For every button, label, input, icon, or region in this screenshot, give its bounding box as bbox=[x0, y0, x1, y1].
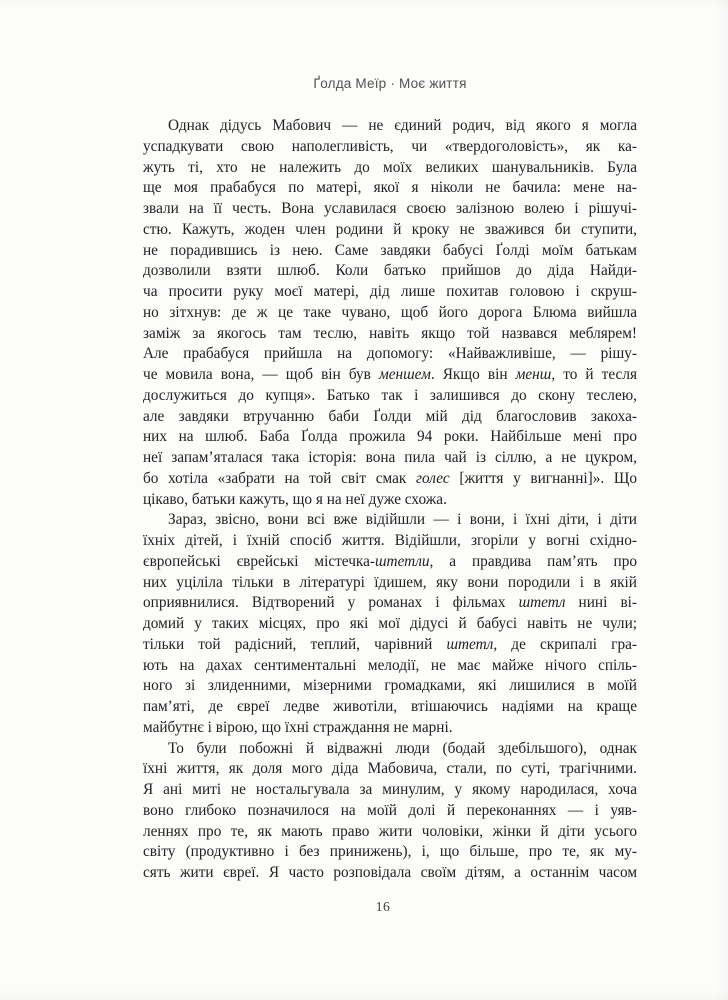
text-line bbox=[143, 241, 637, 262]
text-line bbox=[143, 178, 637, 199]
text-line bbox=[143, 697, 637, 718]
text-segment: європейські єврейські містечка- bbox=[143, 552, 375, 570]
text-segment: То були побожні й відважні люди (бодай здебільшого), однак bbox=[168, 739, 637, 757]
text-segment: ють на дахах сентиментальні мелодії, не має майже нічого спіль- bbox=[143, 656, 637, 674]
text-line bbox=[143, 303, 637, 324]
text-line bbox=[143, 469, 637, 490]
text-segment: воно глибоко позначилося на моїй долі й переконаннях — і уяв- bbox=[143, 801, 637, 819]
text-segment: , а правдива пам’ять про bbox=[429, 552, 637, 570]
text-segment: че мовила вона, — щоб він був bbox=[143, 366, 379, 383]
text-line bbox=[143, 427, 637, 448]
text-line bbox=[143, 863, 637, 884]
text-line bbox=[143, 199, 637, 220]
text-segment: майбутнє і вірою, що їхні страждання не марні. bbox=[143, 718, 453, 736]
text-segment: не порадившись із нею. Саме завдяки бабусі Ґолді моїм батькам bbox=[143, 241, 637, 259]
text-line bbox=[143, 344, 637, 365]
text-line bbox=[143, 386, 637, 407]
text-segment: їхні життя, як доля мого діда Мабовича, стали, по суті, трагічними. bbox=[143, 760, 637, 778]
text-line bbox=[143, 448, 637, 469]
text-line bbox=[143, 116, 637, 137]
text-segment: жуть ті, хто не належить до моїх великих шанувальників. Була bbox=[143, 158, 637, 176]
text-line bbox=[143, 220, 637, 241]
text-segment: Однак дідусь Мабович — не єдиний родич, від якого я могла bbox=[168, 117, 637, 134]
italic-text-segment: штетли bbox=[374, 552, 430, 570]
text-segment: але завдяки втручанню баби Ґолди мій дід благословив закоха- bbox=[143, 407, 637, 425]
text-segment: ще моя прабабуся по матері, якої я ніколи не бачила: мене на- bbox=[143, 179, 637, 197]
text-line bbox=[143, 593, 637, 614]
text-segment: дослужиться до купця». Батько так і залишився до скону теслею, bbox=[143, 386, 637, 404]
text-line bbox=[143, 780, 637, 801]
text-segment: домий у таких місцях, про які мої дідусі й бабусі навіть не чули; bbox=[143, 615, 637, 632]
text-segment: ча просити руку моєї матері, дід лише похитав головою і скруш- bbox=[143, 283, 637, 300]
text-segment: Але прабабуся прийшла на допомогу: «Найважливіше, — рішу- bbox=[143, 345, 637, 363]
text-line bbox=[143, 656, 637, 677]
italic-text-segment: штетл bbox=[518, 594, 566, 612]
text-segment: тільки той радісний, теплий, чарівний bbox=[143, 635, 447, 653]
text-line bbox=[143, 718, 637, 739]
italic-text-segment: голес bbox=[416, 469, 450, 487]
text-segment: них на шлюб. Баба Ґолда прожила 94 роки. Найбільше мені про bbox=[143, 428, 637, 446]
text-segment: но зітхнув: де ж це таке чувано, щоб його дорога Блюма вийшла bbox=[143, 303, 637, 321]
text-segment: ного зі злиденними, мізерними громадками, які лишилися в моїй bbox=[143, 677, 637, 695]
text-line bbox=[143, 510, 637, 531]
text-segment: стю. Кажуть, жоден член родини й кроку не зважився би ступити, bbox=[143, 220, 637, 238]
text-line bbox=[143, 407, 637, 428]
italic-text-segment: меншем bbox=[378, 366, 431, 383]
italic-text-segment: менш bbox=[515, 366, 552, 383]
paragraph bbox=[143, 739, 637, 884]
italic-text-segment: штетл bbox=[446, 635, 494, 653]
text-line bbox=[143, 158, 637, 179]
text-segment: світу (продуктивно і без принижень), і, що більше, про те, як му- bbox=[143, 843, 637, 861]
text-segment: Я ані миті не ностальгувала за минулим, у якому народилася, хоча bbox=[143, 781, 637, 798]
text-line bbox=[143, 614, 637, 635]
text-line bbox=[143, 552, 637, 573]
paragraph bbox=[143, 510, 637, 738]
text-segment: [життя у вигнанні]». Що bbox=[449, 469, 637, 487]
text-segment: їхніх дітей, і їхній спосіб життя. Відійшли, згоріли у вогні східно- bbox=[143, 532, 637, 549]
text-segment: . Якщо він bbox=[430, 366, 516, 383]
paragraph bbox=[143, 116, 637, 510]
text-line bbox=[143, 842, 637, 863]
text-segment: сять жити євреї. Я часто розповідала своїм дітям, а останнім часом bbox=[143, 864, 637, 881]
text-line bbox=[143, 531, 637, 552]
text-segment: неї запам’яталася така історія: вона пила чай із сіллю, а не цукром, bbox=[143, 449, 637, 466]
text-line bbox=[143, 801, 637, 822]
text-segment: , де скрипалі гра- bbox=[493, 635, 637, 653]
text-segment: звали на її честь. Вона уславилася своєю залізною волею і рішучі- bbox=[143, 200, 637, 217]
text-segment: дозволили взяти шлюб. Коли батько прийшов до діда Найди- bbox=[143, 262, 637, 280]
text-segment: пам’яті, де євреї ледве животіли, втішаючись надіями на краще bbox=[143, 698, 637, 715]
running-header: Ґолда Меїр · Моє життя bbox=[313, 76, 467, 91]
text-segment: Зараз, звісно, вони всі вже відійшли — і вони, і їхні діти, і діти bbox=[168, 511, 637, 529]
text-line bbox=[143, 490, 637, 511]
text-line bbox=[143, 635, 637, 656]
page-text bbox=[143, 116, 637, 884]
text-line bbox=[143, 676, 637, 697]
text-segment: леннях про те, як мають право жити чоловіки, жінки й діти усього bbox=[143, 822, 637, 840]
text-line bbox=[143, 137, 637, 158]
text-line bbox=[143, 365, 637, 386]
text-segment: них уціліла тільки в літературі їдишем, яку вони породили і в якій bbox=[143, 573, 637, 591]
text-segment: , то й тесля bbox=[551, 366, 637, 383]
text-segment: оприявнилися. Відтворений у романах і фільмах bbox=[143, 594, 519, 612]
page-number: 16 bbox=[375, 899, 391, 914]
text-line bbox=[143, 759, 637, 780]
text-segment: заміж за якогось там теслю, навіть якщо той назвався меблярем! bbox=[143, 324, 637, 342]
text-segment: нині ві- bbox=[565, 594, 638, 612]
text-line bbox=[143, 822, 637, 843]
text-segment: успадкувати свою наполегливість, чи «твердоголовість», як ка- bbox=[143, 137, 637, 155]
text-line bbox=[143, 739, 637, 760]
text-segment: бо хотіла «забрати на той світ смак bbox=[143, 469, 417, 487]
text-line bbox=[143, 282, 637, 303]
text-line bbox=[143, 324, 637, 345]
text-segment: цікаво, батьки кажуть, що я на неї дуже схожа. bbox=[143, 490, 447, 508]
text-line bbox=[143, 573, 637, 594]
text-line bbox=[143, 261, 637, 282]
